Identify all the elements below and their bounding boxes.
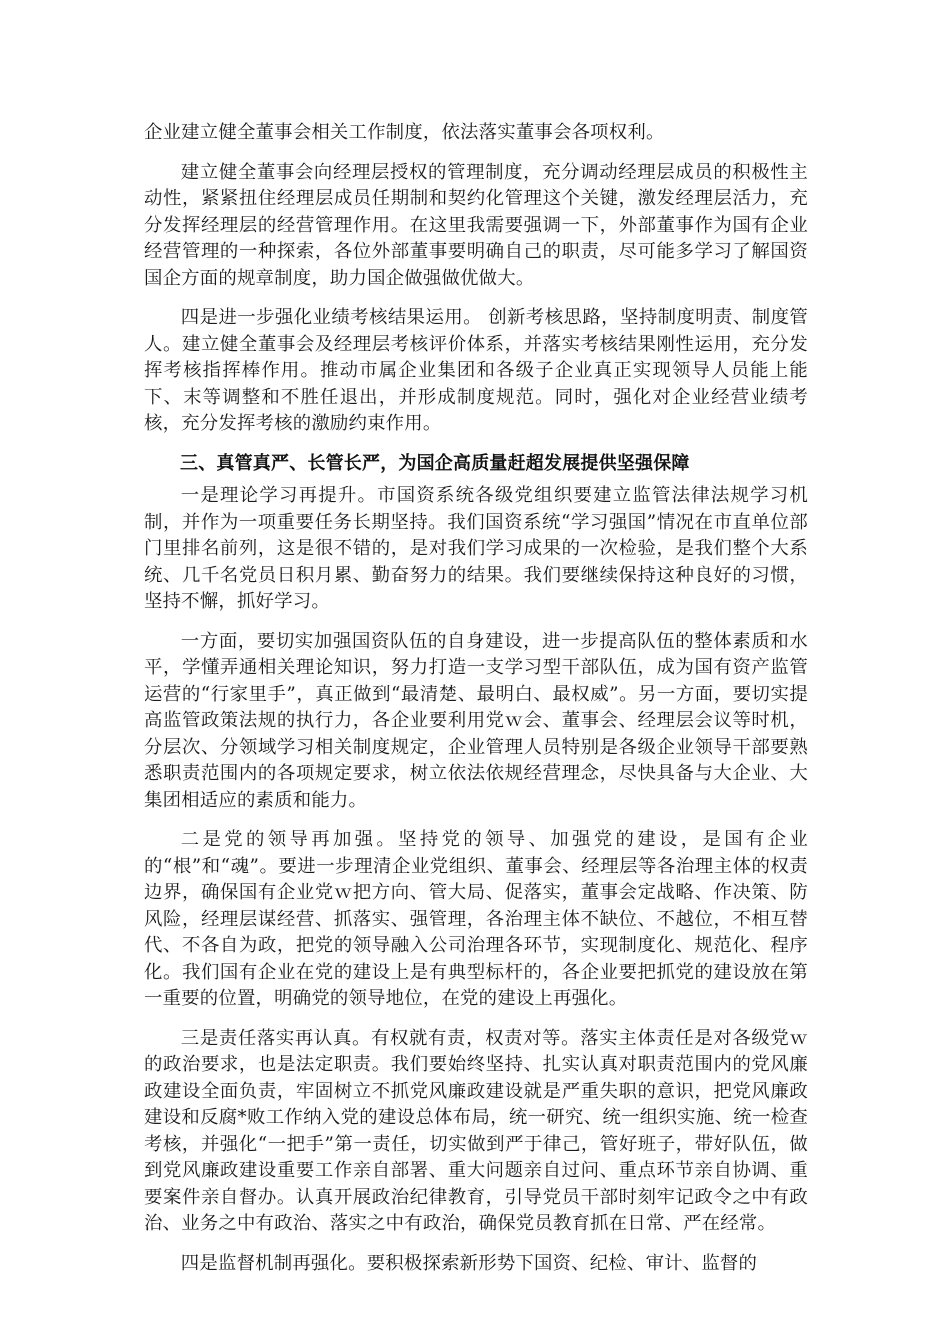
paragraph-performance-assessment: 四是进一步强化业绩考核结果运用。 创新考核思路，坚持制度明责、制度管人。建立健全董事会及经理层考核评价体系，并落实考核结果刚性运用，充分发挥考核指挥棒作用。推动市属企业集团和各级子企业真正实现领导人员能上能下、末等调整和不胜任退出，并形成制度规范。同时，强化对企业经营业绩考核，充分发挥考核的激励约束作用。: [144, 307, 808, 434]
paragraph-party-leadership: 二是党的领导再加强。坚持党的领导、加强党的建设，是国有企业的“根”和“魂”。要进一步理清企业党组织、董事会、经理层等各治理主体的权责边界，确保国有企业党ｗ把方向、管大局、促落实，董事会定战略、作决策、防风险，经理层谋经营、抓落实、强管理，各治理主体不缺位、不越位，不相互替代、不各自为政，把党的领导融入公司治理各环节，实现制度化、规范化、程序化。我们国有企业在党的建设上是有典型标杆的，各企业要把抓党的建设放在第一重要的位置，明确党的领导地位，在党的建设上再强化。: [144, 829, 808, 1009]
paragraph-board-rights: 企业建立健全董事会相关工作制度，依法落实董事会各项权利。: [144, 122, 665, 143]
document-body: [144, 120, 808, 1290]
paragraph-team-building: 一方面，要切实加强国资队伍的自身建设，进一步提高队伍的整体素质和水平，学懂弄通相关理论知识，努力打造一支学习型干部队伍，成为国有资产监管运营的“行家里手”，真正做到“最清楚、最明白、最权威”。另一方面，要切实提高监管政策法规的执行力，各企业要利用党ｗ会、董事会、经理层会议等时机，分层次、分领域学习相关制度规定，企业管理人员特别是各级企业领导干部要熟悉职责范围内的各项规定要求，树立依法依规经营理念，尽快具备与大企业、大集团相适应的素质和能力。: [144, 630, 808, 811]
section-heading-three: 三、真管真严、长管长严，为国企高质量赶超发展提供坚强保障: [180, 452, 690, 474]
paragraph-responsibility: 三是责任落实再认真。有权就有责，权责对等。落实主体责任是对各级党ｗ的政治要求，也是法定职责。我们要始终坚持、扎实认真对职责范围内的党风廉政建设全面负责，牢固树立不抓党风廉政建设就是严重失职的意识，把党风廉政建设和反腐*败工作纳入党的建设总体布局，统一研究、统一组织实施、统一检查考核，并强化“一把手”第一责任，切实做到严于律己，管好班子，带好队伍，做到党风廉政建设重要工作亲自部署、重大问题亲自过问、重点环节亲自协调、重要案件亲自督办。认真开展政治纪律教育，引导党员干部时刻牢记政令之中有政治、业务之中有政治、落实之中有政治，确保党员教育抓在日常、严在经常。: [144, 1027, 808, 1234]
paragraph-management-authorization: 建立健全董事会向经理层授权的管理制度，充分调动经理层成员的积极性主动性，紧紧扭住经理层成员任期制和契约化管理这个关键，激发经理层活力，充分发挥经理层的经营管理作用。在这里我需要强调一下，外部董事作为国有企业经营管理的一种探索，各位外部董事要明确自己的职责，尽可能多学习了解国资国企方面的规章制度，助力国企做强做优做大。: [144, 161, 808, 289]
paragraph-theory-study: 一是理论学习再提升。市国资系统各级党组织要建立监管法律法规学习机制，并作为一项重要任务长期坚持。我们国资系统“学习强国”情况在市直单位部门里排名前列，这是很不错的，是对我们学习成果的一次检验，是我们整个大系统、几千名党员日积月累、勤奋努力的结果。我们要继续保持这种良好的习惯，坚持不懈，抓好学习。: [144, 485, 808, 612]
paragraph-supervision: 四是监督机制再强化。要积极探索新形势下国资、纪检、审计、监督的: [180, 1252, 758, 1274]
